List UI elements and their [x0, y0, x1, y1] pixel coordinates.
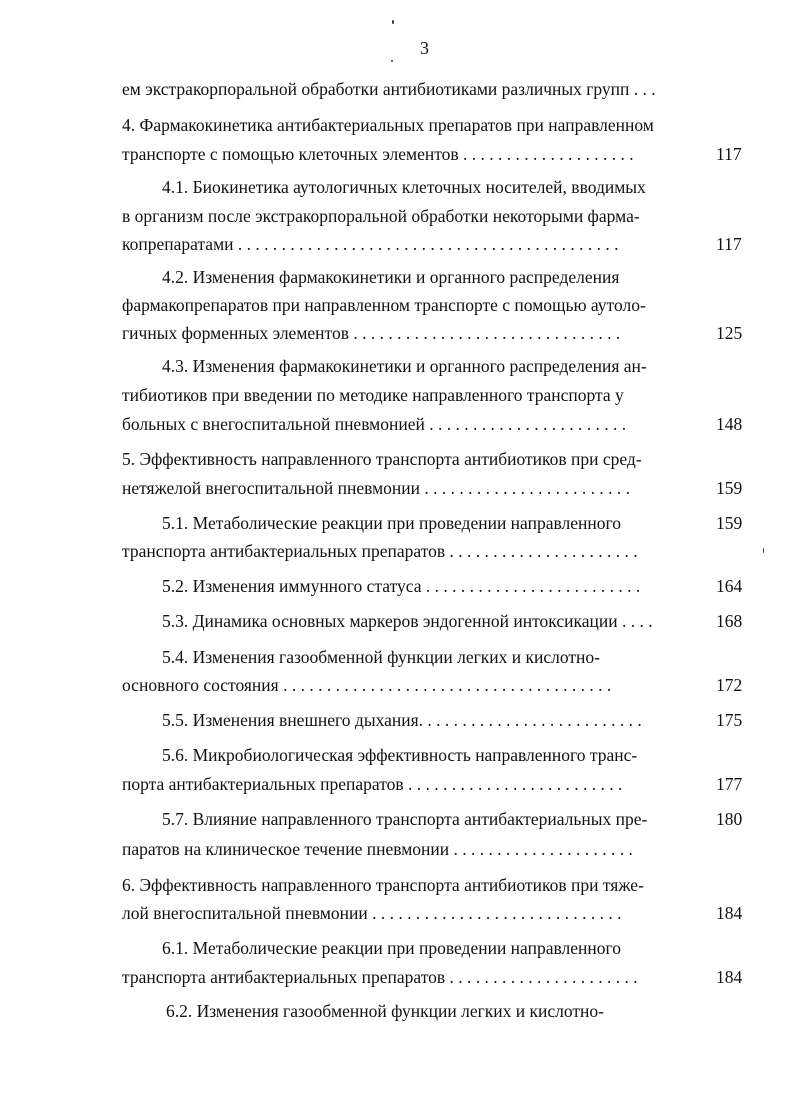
toc-line: транспорте с помощью клеточных элементов . . . . . . . . . . . . . . . . . . . .: [122, 144, 634, 164]
toc-line: 5.2. Изменения иммунного статуса . . . . . . . . . . . . . . . . . . . . . . . . .: [162, 576, 641, 596]
scan-speck: [392, 20, 394, 24]
toc-page: 125: [716, 323, 743, 343]
toc-line: порта антибактериальных препаратов . . . . . . . . . . . . . . . . . . . . . . . . .: [122, 774, 623, 794]
toc-line: транспорта антибактериальных препаратов . . . . . . . . . . . . . . . . . . . . . .: [122, 541, 638, 561]
toc-line: лой внегоспитальной пневмонии . . . . . . . . . . . . . . . . . . . . . . . . . . . . .: [122, 903, 622, 923]
page-number: 3: [420, 38, 429, 58]
toc-line: фармакопрепаратов при направленном транспорте с помощью аутоло-: [122, 295, 646, 315]
toc-line: 4.3. Изменения фармакокинетики и органного распределения ан-: [162, 356, 647, 376]
toc-line: транспорта антибактериальных препаратов . . . . . . . . . . . . . . . . . . . . . .: [122, 967, 638, 987]
toc-page: 159: [716, 513, 743, 533]
toc-line: 6.1. Метаболические реакции при проведении направленного: [162, 938, 621, 958]
toc-page: 172: [716, 675, 743, 695]
scan-speck: [763, 548, 764, 553]
scan-speck: [391, 60, 393, 62]
toc-line: гичных форменных элементов . . . . . . . . . . . . . . . . . . . . . . . . . . . . . . .: [122, 323, 621, 343]
toc-line: больных с внегоспитальной пневмонией . . . . . . . . . . . . . . . . . . . . . . .: [122, 414, 627, 434]
toc-page: 148: [716, 414, 743, 434]
toc-line: копрепаратами . . . . . . . . . . . . . . . . . . . . . . . . . . . . . . . . . . . . . . . . . . . .: [122, 234, 619, 254]
toc-page: 117: [716, 234, 742, 254]
toc-page: 180: [716, 809, 743, 829]
toc-line: в организм после экстракорпоральной обработки некоторыми фарма-: [122, 206, 640, 226]
toc-line: 4.1. Биокинетика аутологичных клеточных носителей, вводимых: [162, 177, 646, 197]
toc-line: ем экстракорпоральной обработки антибиотиками различных групп . . .: [122, 79, 656, 99]
toc-page: 177: [716, 774, 743, 794]
toc-page: 168: [716, 611, 743, 631]
toc-line: 4.2. Изменения фармакокинетики и органного распределения: [162, 267, 620, 287]
toc-line: 5.5. Изменения внешнего дыхания. . . . . . . . . . . . . . . . . . . . . . . . . .: [162, 710, 642, 730]
toc-page: 117: [716, 144, 742, 164]
toc-page: 159: [716, 478, 743, 498]
toc-line: 5.7. Влияние направленного транспорта антибактериальных пре-: [162, 809, 648, 829]
toc-line: 5.3. Динамика основных маркеров эндогенной интоксикации . . . .: [162, 611, 653, 631]
toc-line: паратов на клиническое течение пневмонии . . . . . . . . . . . . . . . . . . . . .: [122, 839, 633, 859]
toc-page: 175: [716, 710, 743, 730]
toc-page: 184: [716, 903, 743, 923]
toc-line: 5. Эффективность направленного транспорта антибиотиков при сред-: [122, 449, 642, 469]
toc-line: 5.4. Изменения газообменной функции легких и кислотно-: [162, 647, 600, 667]
toc-line: 4. Фармакокинетика антибактериальных препаратов при направленном: [122, 115, 654, 135]
toc-line: 6. Эффективность направленного транспорта антибиотиков при тяже-: [122, 875, 644, 895]
toc-line: 5.6. Микробиологическая эффективность направленного транс-: [162, 745, 638, 765]
toc-page: 184: [716, 967, 743, 987]
toc-line: 5.1. Метаболические реакции при проведении направленного: [162, 513, 621, 533]
toc-line: основного состояния . . . . . . . . . . . . . . . . . . . . . . . . . . . . . . . . . . . . . .: [122, 675, 612, 695]
toc-line: 6.2. Изменения газообменной функции легких и кислотно-: [166, 1001, 604, 1021]
toc-line: тибиотиков при введении по методике направленного транспорта у: [122, 385, 624, 405]
toc-page: 164: [716, 576, 743, 596]
toc-line: нетяжелой внегоспитальной пневмонии . . . . . . . . . . . . . . . . . . . . . . . .: [122, 478, 631, 498]
